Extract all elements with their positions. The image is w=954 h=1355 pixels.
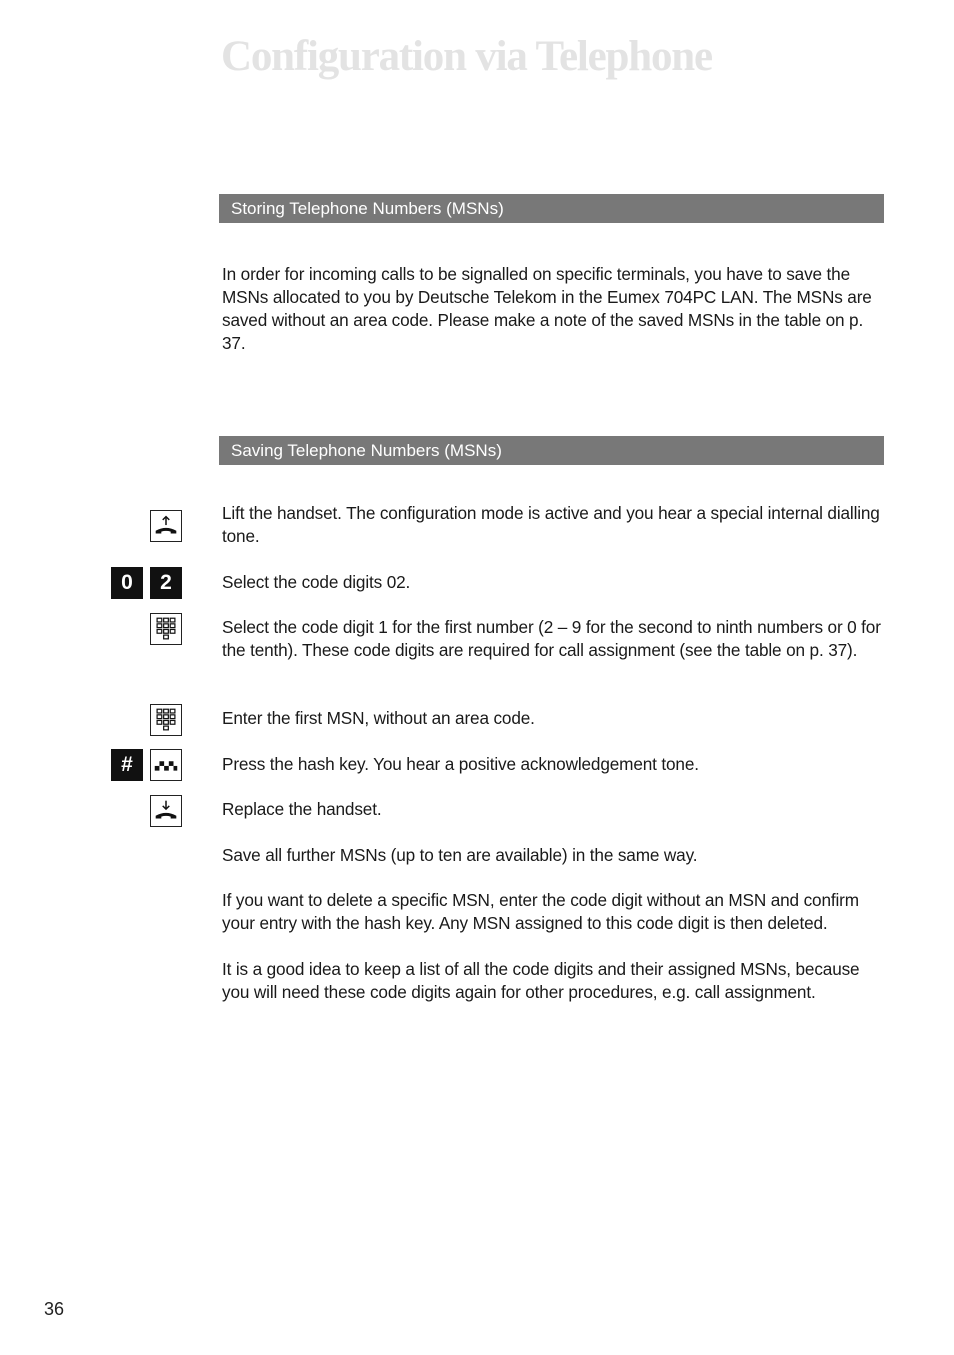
step-lift-handset: Lift the handset. The configuration mode is active and you hear a special internal dialling tone. [222,503,880,546]
note-keep-list: It is a good idea to keep a list of all the code digits and their assigned MSNs, because you will need these code digits again for other procedures, e.g. call assignment. [222,959,860,1002]
note-save-further: Save all further MSNs (up to ten are available) in the same way. [222,845,698,865]
keypad-icon [150,613,182,645]
acknowledgement-tone-icon [150,749,182,781]
digit-0-key-icon: 0 [111,567,143,599]
step-select-code-digit: Select the code digit 1 for the first number (2 – 9 for the second to ninth numbers or 0 for the tenth). These code digits are required for call assignment (see the table on p. 37). [222,617,881,660]
section-heading-storing-msns: Storing Telephone Numbers (MSNs) [219,194,884,223]
intro-paragraph: In order for incoming calls to be signalled on specific terminals, you have to save the MSNs allocated to you by Deutsche Telekom in the Eumex 704PC LAN. The MSNs are saved without an area code. Please make a note of the saved MSNs in the table on p. 37. [222,264,872,353]
note-delete-msn: If you want to delete a specific MSN, enter the code digit without an MSN and confirm your entry with the hash key. Any MSN assigned to this code digit is then deleted. [222,890,859,933]
page-number: 36 [44,1299,65,1319]
keypad-icon [150,704,182,736]
step-enter-msn: Enter the first MSN, without an area code. [222,708,535,728]
step-code-digits: Select the code digits 02. [222,572,411,592]
hash-key-icon: # [111,749,143,781]
page-title: Configuration via Telephone [221,33,712,80]
lift-handset-icon [150,510,182,542]
digit-2-key-icon: 2 [150,567,182,599]
replace-handset-icon [150,795,182,827]
step-replace-handset: Replace the handset. [222,799,382,819]
step-press-hash: Press the hash key. You hear a positive acknowledgement tone. [222,754,699,774]
section-heading-saving-msns: Saving Telephone Numbers (MSNs) [219,436,884,465]
